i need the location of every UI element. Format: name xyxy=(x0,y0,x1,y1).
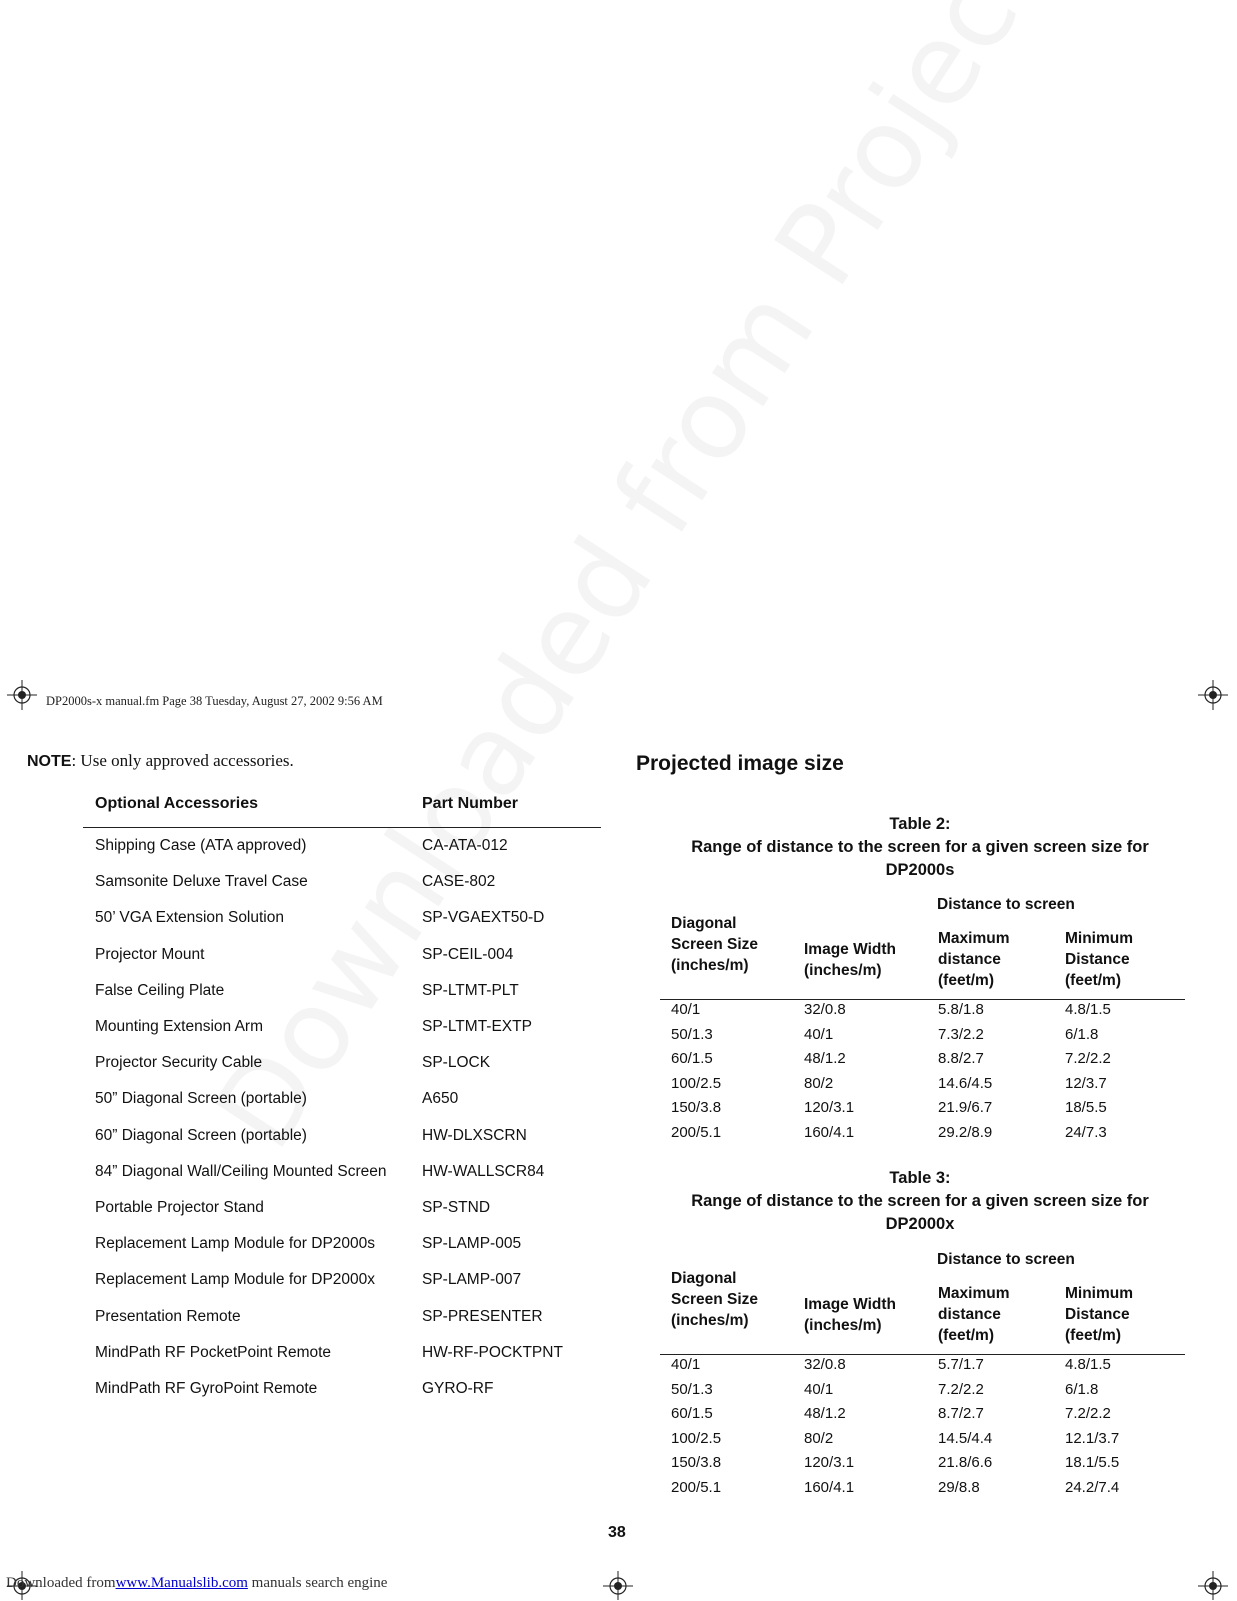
min-distance-cell: 4.8/1.5 xyxy=(1065,1356,1111,1373)
footer-suffix: manuals search engine xyxy=(247,1575,388,1591)
diagonal-size-cell: 40/1 xyxy=(671,1356,701,1373)
column-header-accessory: Optional Accessories xyxy=(95,795,259,812)
accessory-name: 50” Diagonal Screen (portable) xyxy=(95,1090,307,1108)
diagonal-size-cell: 100/2.5 xyxy=(671,1429,722,1447)
table3-group-header: Distance to screen xyxy=(937,1251,1075,1268)
min-distance-cell: 24.2/7.4 xyxy=(1065,1479,1120,1496)
image-width-cell: 120/3.1 xyxy=(804,1099,855,1117)
max-distance-cell: 29.2/8.9 xyxy=(938,1124,993,1141)
accessory-name: Projector Mount xyxy=(95,945,205,963)
footer-link[interactable]: www.Manualslib.com xyxy=(115,1575,248,1591)
image-width-cell: 32/0.8 xyxy=(804,1356,846,1373)
max-distance-cell: 5.8/1.8 xyxy=(938,1001,984,1018)
table-row xyxy=(671,1479,1191,1499)
accessory-name: MindPath RF GyroPoint Remote xyxy=(95,1380,318,1397)
accessory-name: False Ceiling Plate xyxy=(95,981,225,999)
diagonal-size-cell: 200/5.1 xyxy=(671,1124,722,1141)
accessory-name: Mounting Extension Arm xyxy=(95,1018,264,1035)
max-distance-cell: 8.8/2.7 xyxy=(938,1050,984,1068)
table3-caption-line2: DP2000x xyxy=(885,1215,955,1233)
table3-header-width: Image Width (inches/m) xyxy=(804,1296,897,1334)
part-number: HW-DLXSCRN xyxy=(422,1126,527,1144)
footer-prefix: Downloaded from xyxy=(6,1575,116,1591)
part-number: CASE-802 xyxy=(422,873,496,891)
divider xyxy=(660,999,1185,1000)
max-distance-cell: 29/8.8 xyxy=(938,1479,980,1496)
min-distance-cell: 6/1.8 xyxy=(1065,1380,1099,1398)
accessory-name: 50’ VGA Extension Solution xyxy=(95,909,284,927)
image-width-cell: 40/1 xyxy=(804,1380,834,1398)
accessory-name: MindPath RF PocketPoint Remote xyxy=(95,1343,332,1361)
part-number: SP-CEIL-004 xyxy=(422,945,514,963)
accessory-name: Presentation Remote xyxy=(95,1307,241,1325)
table-row xyxy=(671,1430,1191,1450)
image-width-cell: 80/2 xyxy=(804,1429,834,1447)
table-row xyxy=(95,982,615,1002)
part-number: CA-ATA-012 xyxy=(422,837,508,854)
table-row xyxy=(671,1381,1191,1401)
note-label: NOTE xyxy=(27,753,72,770)
part-number: HW-WALLSCR84 xyxy=(422,1162,545,1180)
min-distance-cell: 7.2/2.2 xyxy=(1065,1050,1111,1068)
table-row xyxy=(671,1050,1191,1070)
image-width-cell: 48/1.2 xyxy=(804,1405,846,1423)
table2-caption-line2: DP2000s xyxy=(885,861,955,879)
max-distance-cell: 8.7/2.7 xyxy=(938,1405,984,1423)
image-width-cell: 120/3.1 xyxy=(804,1454,855,1472)
diagonal-size-cell: 150/3.8 xyxy=(671,1454,722,1472)
table-row xyxy=(95,873,615,893)
registration-mark-icon xyxy=(1198,680,1228,710)
table-row xyxy=(95,1199,615,1219)
table2-header-diagonal: Diagonal Screen Size (inches/m) xyxy=(671,915,759,974)
section-title: Projected image size xyxy=(636,752,844,775)
table-row xyxy=(95,1380,615,1400)
diagonal-size-cell: 40/1 xyxy=(671,1001,701,1018)
max-distance-cell: 5.7/1.7 xyxy=(938,1356,984,1373)
min-distance-cell: 6/1.8 xyxy=(1065,1025,1099,1043)
part-number: SP-PRESENTER xyxy=(422,1307,543,1325)
image-width-cell: 160/4.1 xyxy=(804,1124,855,1141)
registration-mark-icon xyxy=(603,1571,633,1601)
table-row xyxy=(95,1235,615,1255)
table3-caption-line1: Range of distance to the screen for a given screen size for xyxy=(691,1192,1149,1210)
table3-title: Table 3: xyxy=(889,1169,951,1187)
table2-header-min: Minimum Distance (feet/m) xyxy=(1065,930,1134,989)
table-row xyxy=(95,1344,615,1364)
table-row xyxy=(95,1271,615,1291)
accessory-name: Replacement Lamp Module for DP2000s xyxy=(95,1235,376,1253)
table2-group-header: Distance to screen xyxy=(937,896,1075,913)
table2-title: Table 2: xyxy=(889,815,951,833)
note-text: : Use only approved accessories. xyxy=(71,751,294,770)
max-distance-cell: 21.9/6.7 xyxy=(938,1099,993,1117)
min-distance-cell: 12/3.7 xyxy=(1065,1074,1107,1092)
registration-mark-icon xyxy=(7,680,37,710)
accessory-name: 60” Diagonal Screen (portable) xyxy=(95,1126,307,1144)
footer xyxy=(6,1575,387,1592)
table-row xyxy=(671,1356,1191,1376)
part-number: A650 xyxy=(422,1090,459,1108)
min-distance-cell: 24/7.3 xyxy=(1065,1124,1107,1141)
table-row xyxy=(95,1163,615,1183)
part-number: SP-VGAEXT50-D xyxy=(422,909,545,927)
image-width-cell: 160/4.1 xyxy=(804,1479,855,1496)
table-row xyxy=(95,909,615,929)
min-distance-cell: 4.8/1.5 xyxy=(1065,1001,1111,1018)
divider xyxy=(83,827,601,828)
table-row xyxy=(95,1127,615,1147)
registration-mark-icon xyxy=(1198,1571,1228,1601)
column-header-part-number: Part Number xyxy=(422,795,519,812)
part-number: SP-STND xyxy=(422,1199,491,1216)
part-number: HW-RF-POCKTPNT xyxy=(422,1343,563,1361)
accessory-name: Projector Security Cable xyxy=(95,1054,263,1072)
table3-header-min: Minimum Distance (feet/m) xyxy=(1065,1285,1134,1344)
table-row xyxy=(671,1454,1191,1474)
image-width-cell: 48/1.2 xyxy=(804,1050,846,1068)
max-distance-cell: 14.5/4.4 xyxy=(938,1429,993,1447)
part-number: GYRO-RF xyxy=(422,1380,494,1397)
max-distance-cell: 7.3/2.2 xyxy=(938,1025,984,1043)
table-row xyxy=(671,1026,1191,1046)
table-row xyxy=(671,1001,1191,1021)
table2-header-width: Image Width (inches/m) xyxy=(804,941,897,979)
max-distance-cell: 21.8/6.6 xyxy=(938,1454,993,1472)
part-number: SP-LAMP-005 xyxy=(422,1235,522,1253)
diagonal-size-cell: 50/1.3 xyxy=(671,1025,713,1043)
table-row xyxy=(671,1124,1191,1144)
file-header: DP2000s-x manual.fm Page 38 Tuesday, August 27, 2002 9:56 AM xyxy=(46,694,383,708)
note xyxy=(27,751,294,771)
image-width-cell: 80/2 xyxy=(804,1074,834,1092)
part-number: SP-LTMT-EXTP xyxy=(422,1018,532,1035)
table-row xyxy=(671,1075,1191,1095)
table2-header-max: Maximum distance (feet/m) xyxy=(938,930,1010,989)
diagonal-size-cell: 60/1.5 xyxy=(671,1050,713,1068)
accessory-name: Portable Projector Stand xyxy=(95,1199,264,1216)
image-width-cell: 32/0.8 xyxy=(804,1001,846,1018)
min-distance-cell: 7.2/2.2 xyxy=(1065,1405,1111,1423)
diagonal-size-cell: 150/3.8 xyxy=(671,1099,722,1117)
accessory-name: Samsonite Deluxe Travel Case xyxy=(95,873,308,891)
table-row xyxy=(671,1405,1191,1425)
table-row xyxy=(95,946,615,966)
part-number: SP-LAMP-007 xyxy=(422,1271,522,1289)
image-width-cell: 40/1 xyxy=(804,1025,834,1043)
diagonal-size-cell: 60/1.5 xyxy=(671,1405,713,1423)
diagonal-size-cell: 50/1.3 xyxy=(671,1380,713,1398)
table-row xyxy=(95,1054,615,1074)
min-distance-cell: 18/5.5 xyxy=(1065,1099,1107,1117)
table-row xyxy=(95,837,615,857)
accessory-name: Replacement Lamp Module for DP2000x xyxy=(95,1271,376,1289)
table3-header-max: Maximum distance (feet/m) xyxy=(938,1285,1010,1344)
page-number: 38 xyxy=(608,1524,626,1541)
diagonal-size-cell: 100/2.5 xyxy=(671,1074,722,1092)
table-row xyxy=(95,1018,615,1038)
part-number: SP-LTMT-PLT xyxy=(422,981,519,999)
table2-caption-line1: Range of distance to the screen for a given screen size for xyxy=(691,838,1149,856)
min-distance-cell: 18.1/5.5 xyxy=(1065,1454,1120,1472)
min-distance-cell: 12.1/3.7 xyxy=(1065,1429,1120,1447)
accessory-name: Shipping Case (ATA approved) xyxy=(95,837,307,854)
divider xyxy=(660,1354,1185,1355)
table3-header-diagonal: Diagonal Screen Size (inches/m) xyxy=(671,1270,759,1329)
table-row xyxy=(671,1099,1191,1119)
diagonal-size-cell: 200/5.1 xyxy=(671,1479,722,1496)
max-distance-cell: 7.2/2.2 xyxy=(938,1380,984,1398)
table-row xyxy=(95,1090,615,1110)
accessory-name: 84” Diagonal Wall/Ceiling Mounted Screen xyxy=(95,1162,387,1180)
table-row xyxy=(95,1308,615,1328)
part-number: SP-LOCK xyxy=(422,1054,491,1072)
max-distance-cell: 14.6/4.5 xyxy=(938,1074,993,1092)
